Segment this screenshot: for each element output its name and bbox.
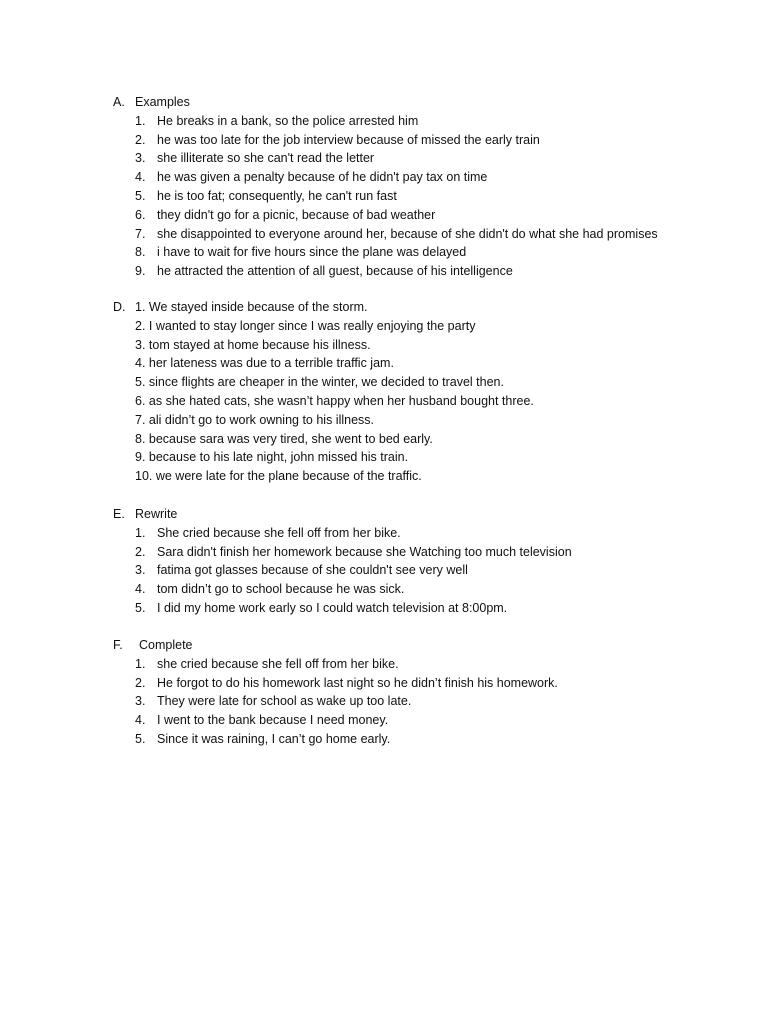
item-text: 8. because sara was very tired, she went to bed early.: [135, 431, 433, 446]
item-text: He breaks in a bank, so the police arrested him: [157, 113, 419, 128]
item-text: she cried because she fell off from her bike.: [157, 656, 399, 671]
list-item: [113, 168, 733, 187]
item-text: 5. since flights are cheaper in the winter, we decided to travel then.: [135, 375, 504, 390]
item-number: 2.: [135, 544, 146, 559]
item-text: 6. as she hated cats, she wasn’t happy when her husband bought three.: [135, 393, 534, 408]
list-item: [113, 655, 733, 674]
list-item: [113, 430, 733, 449]
list-item: [113, 711, 733, 730]
section-e-title: Rewrite: [135, 507, 178, 521]
item-text: I went to the bank because I need money.: [157, 713, 389, 728]
item-number: 6.: [135, 207, 146, 222]
section-f-letter: F.: [113, 638, 123, 652]
item-text: 1. We stayed inside because of the storm.: [135, 300, 368, 314]
item-text: he was too late for the job interview because of missed the early train: [157, 132, 540, 147]
item-text: he was given a penalty because of he didn't pay tax on time: [157, 170, 488, 185]
section-a-letter: A.: [113, 95, 125, 109]
item-number: 7.: [135, 226, 146, 241]
list-item: [113, 580, 733, 599]
item-text: he attracted the attention of all guest, because of his intelligence: [157, 264, 513, 279]
list-item: [113, 373, 733, 392]
item-number: 9.: [135, 264, 146, 279]
item-text: She cried because she fell off from her bike.: [157, 525, 401, 540]
item-text: Sara didn't finish her homework because she Watching too much television: [157, 544, 572, 559]
item-text: 3. tom stayed at home because his illness.: [135, 337, 371, 352]
item-number: 3.: [135, 694, 146, 709]
item-text: He forgot to do his homework last night so he didn’t finish his homework.: [157, 675, 558, 690]
item-text: she illiterate so she can't read the letter: [157, 151, 375, 166]
item-number: 3.: [135, 563, 146, 578]
list-item: [113, 561, 733, 580]
list-item: [113, 262, 733, 281]
item-text: i have to wait for five hours since the plane was delayed: [157, 245, 467, 260]
list-item: [113, 187, 733, 206]
item-number: 3.: [135, 151, 146, 166]
list-item: [113, 392, 733, 411]
item-number: 5.: [135, 600, 146, 615]
list-item: [113, 543, 733, 562]
list-item: [113, 317, 733, 336]
section-e-letter: E.: [113, 507, 125, 521]
item-text: They were late for school as wake up too late.: [157, 694, 412, 709]
list-item: [113, 411, 733, 430]
item-number: 5.: [135, 731, 146, 746]
section-f-title: Complete: [139, 638, 193, 652]
section-a-header: [113, 93, 733, 112]
list-item: [113, 730, 733, 749]
section-f-complete: [113, 636, 733, 749]
list-item: [113, 599, 733, 618]
section-a-examples: [113, 93, 733, 281]
item-text: fatima got glasses because of she couldn't see very well: [157, 563, 468, 578]
item-text: 10. we were late for the plane because of the traffic.: [135, 469, 422, 484]
item-number: 5.: [135, 188, 146, 203]
item-number: 4.: [135, 170, 146, 185]
list-item: [113, 354, 733, 373]
item-text: 9. because to his late night, john missed his train.: [135, 450, 409, 465]
list-item: [113, 674, 733, 693]
item-text: she disappointed to everyone around her, because of she didn't do what she had promises: [157, 226, 658, 241]
section-d: [113, 298, 733, 486]
list-item: [113, 692, 733, 711]
item-text: 7. ali didn’t go to work owning to his illness.: [135, 412, 375, 427]
item-text: 4. her lateness was due to a terrible traffic jam.: [135, 356, 394, 371]
item-number: 1.: [135, 656, 146, 671]
item-number: 1.: [135, 113, 146, 128]
item-text: they didn't go for a picnic, because of bad weather: [157, 207, 436, 222]
list-item: [113, 112, 733, 131]
item-number: 1.: [135, 525, 146, 540]
item-number: 2.: [135, 675, 146, 690]
section-a-title: Examples: [135, 95, 190, 109]
section-e-rewrite: [113, 505, 733, 618]
list-item: [113, 225, 733, 244]
section-e-header: [113, 505, 733, 524]
list-item: [113, 336, 733, 355]
list-item: [113, 298, 733, 317]
section-d-letter: D.: [113, 300, 126, 314]
item-number: 2.: [135, 132, 146, 147]
item-text: he is too fat; consequently, he can't run fast: [157, 188, 397, 203]
section-f-header: [113, 636, 733, 655]
list-item: [113, 448, 733, 467]
list-item: [113, 206, 733, 225]
list-item: [113, 243, 733, 262]
item-text: Since it was raining, I can’t go home early.: [157, 731, 391, 746]
item-text: tom didn’t go to school because he was sick.: [157, 582, 405, 597]
item-text: I did my home work early so I could watch television at 8:00pm.: [157, 600, 508, 615]
list-item: [113, 467, 733, 486]
item-number: 4.: [135, 713, 146, 728]
item-number: 8.: [135, 245, 146, 260]
item-number: 4.: [135, 582, 146, 597]
list-item: [113, 131, 733, 150]
list-item: [113, 149, 733, 168]
list-item: [113, 524, 733, 543]
item-text: 2. I wanted to stay longer since I was really enjoying the party: [135, 318, 476, 333]
